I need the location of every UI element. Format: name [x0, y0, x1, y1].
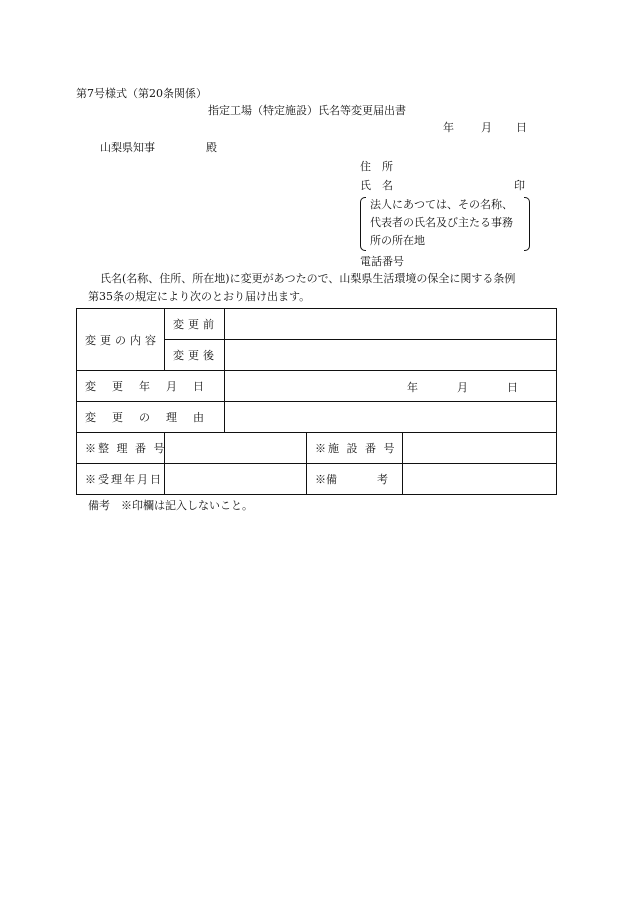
before-field[interactable] [225, 309, 557, 340]
before-label: 変更前 [165, 309, 225, 340]
seal-label: 印 [514, 179, 525, 192]
address-label: 住 所 [360, 160, 393, 173]
phone-label: 電話番号 [360, 255, 404, 268]
statement-line-2: 第35条の規定により次のとおり届け出ます。 [88, 290, 311, 303]
change-form-table [76, 308, 557, 495]
date-year-label: 年 [443, 121, 454, 134]
statement-line-1: 氏名(名称、住所、所在地)に変更があつたので、山梨県生活環境の保全に関する条例 [100, 272, 516, 285]
bracket-right [524, 197, 530, 251]
change-date-month: 月 [457, 381, 468, 394]
change-content-label: 変更の内容 [77, 309, 165, 371]
corporate-note-line: 所の所在地 [370, 234, 425, 247]
receipt-date-label: ※受理年月日 [77, 464, 165, 495]
after-label: 変更後 [165, 340, 225, 371]
change-reason-field[interactable] [225, 402, 557, 433]
change-date-field[interactable] [225, 371, 557, 402]
change-date-day: 日 [507, 381, 518, 394]
corporate-note-line: 代表者の氏名及び主たる事務 [370, 216, 513, 229]
facility-number-label: ※施 設 番 号 [307, 433, 403, 464]
date-day-label: 日 [516, 121, 527, 134]
addressee: 山梨県知事 [100, 141, 155, 154]
form-number: 第7号様式（第20条関係） [76, 87, 207, 100]
ref-number-label: ※整 理 番 号 [77, 433, 165, 464]
after-field[interactable] [225, 340, 557, 371]
name-label: 氏 名 [360, 179, 393, 192]
ref-number-field[interactable] [165, 433, 307, 464]
corporate-note-line: 法人にあつては、その名称、 [370, 198, 513, 211]
corporate-note-bracket [360, 196, 530, 250]
date-month-label: 月 [481, 121, 492, 134]
remarks-label: ※備 考 [307, 464, 403, 495]
change-reason-label: 変 更 の 理 由 [77, 402, 225, 433]
honorific: 殿 [206, 141, 217, 154]
change-date-label: 変 更 年 月 日 [77, 371, 225, 402]
remarks-field[interactable] [403, 464, 557, 495]
receipt-date-field[interactable] [165, 464, 307, 495]
facility-number-field[interactable] [403, 433, 557, 464]
footer-note: 備考 ※印欄は記入しないこと。 [88, 499, 253, 512]
document-title: 指定工場（特定施設）氏名等変更届出書 [208, 104, 406, 117]
bracket-left [360, 197, 366, 251]
change-date-year: 年 [407, 381, 418, 394]
